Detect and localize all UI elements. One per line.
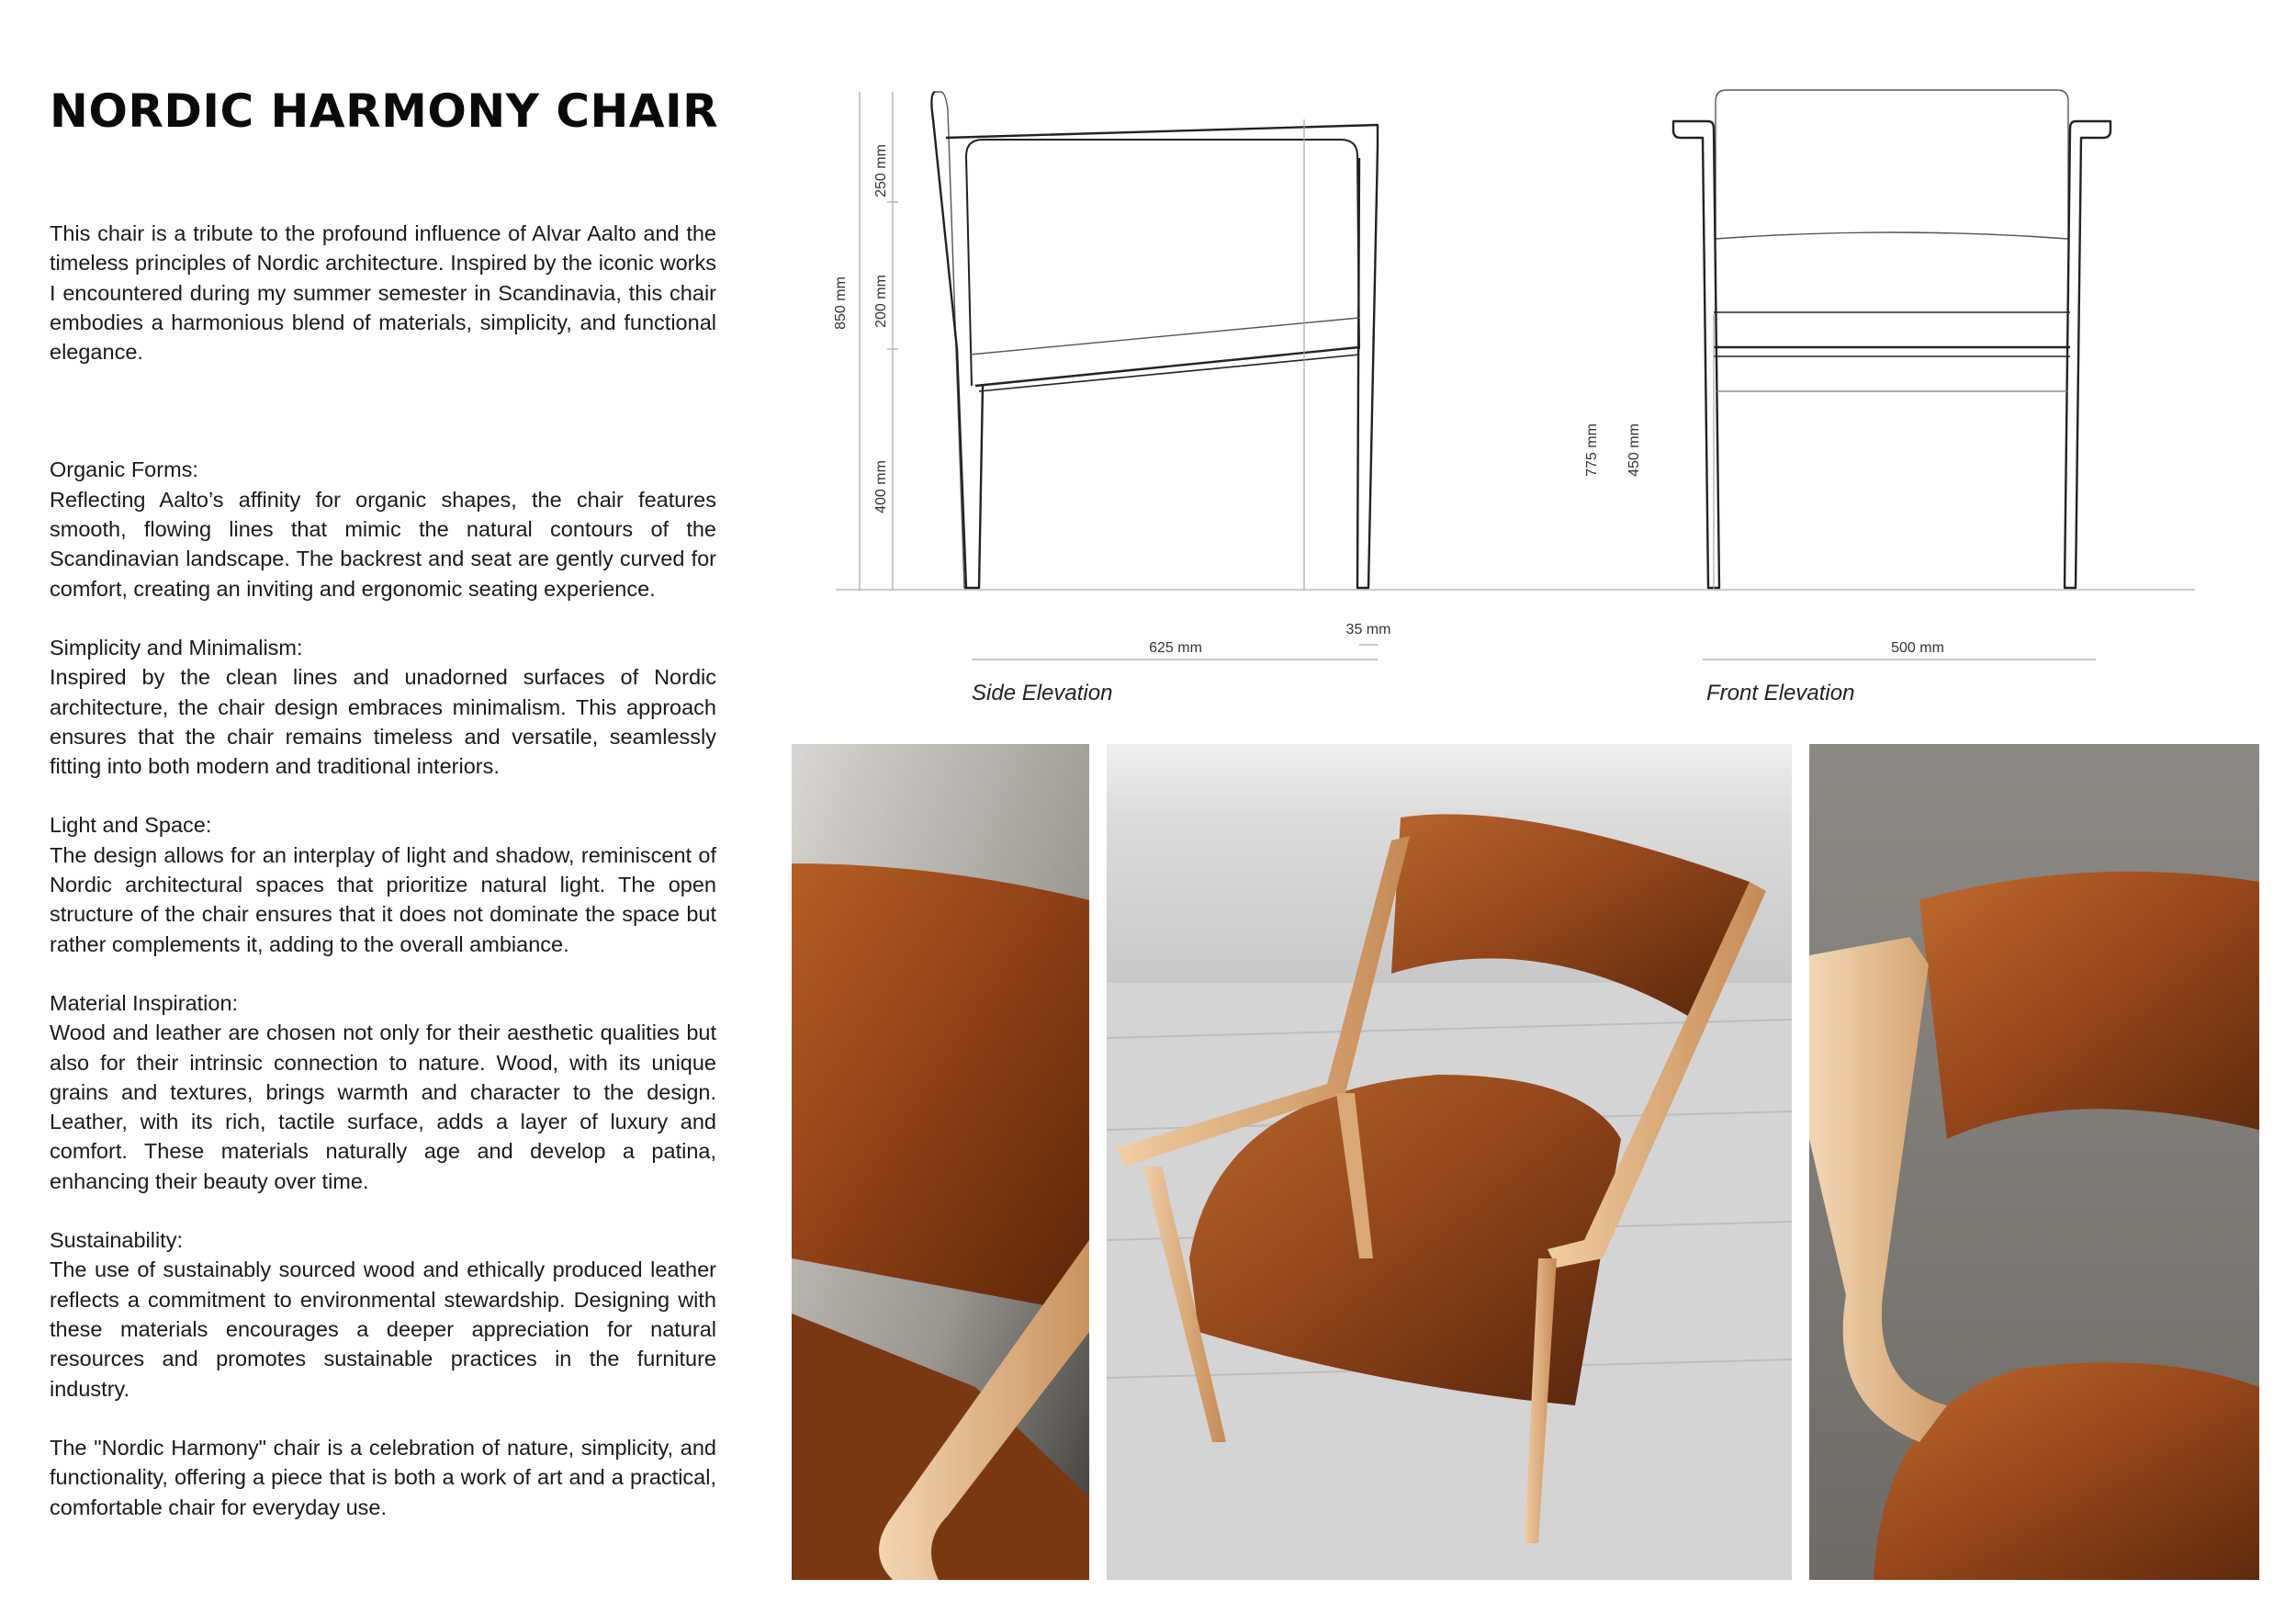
section-material (50, 988, 716, 1196)
front-elevation-caption: Front Elevation (1706, 681, 1855, 705)
dim-850: 850 mm (833, 276, 849, 330)
section-heading: Organic Forms: (50, 457, 198, 482)
section-heading: Material Inspiration: (50, 990, 239, 1015)
front-elevation-drawing (1673, 90, 2110, 588)
photo-closeup-left (792, 744, 1089, 1580)
section-body: Inspired by the clean lines and unadorned surfaces of Nordic architecture, the chair design embraces minimalism. This approach ensures that the chair remains timeless and versatile, seamlessly fitting into both modern and traditional interiors. (50, 665, 716, 779)
section-sustainability (50, 1225, 716, 1404)
dim-625: 625 mm (1149, 640, 1202, 656)
dim-35: 35 mm (1345, 622, 1391, 637)
section-body: The design allows for an interplay of light and shadow, reminiscent of Nordic architectural spaces that prioritize natural light. The open structure of the chair ensures that it does not dominate the space but rather complements it, adding to the overall ambiance. (50, 842, 716, 956)
section-heading: Sustainability: (50, 1228, 183, 1253)
section-body: Reflecting Aalto’s affinity for organic shapes, the chair features smooth, flowing lines that mimic the natural contours of the Scandinavian landscape. The backrest and seat are gently curved for comfort, creating an inviting and ergonomic seating experience. (50, 487, 716, 601)
dim-450: 450 mm (1626, 423, 1642, 477)
section-simplicity (50, 633, 716, 781)
dim-775: 775 mm (1584, 423, 1600, 477)
description-column (50, 219, 716, 1433)
section-organic-forms (50, 455, 716, 603)
section-light-space (50, 810, 716, 958)
photo-back-detail (1809, 744, 2259, 1580)
photo-full-chair (1107, 744, 1792, 1580)
dim-200: 200 mm (873, 275, 889, 328)
section-body: The use of sustainably sourced wood and ethically produced leather reflects a commitment to environmental stewardship. Designing with these materials encourages a deeper appreciation for natural resources and promotes sustainable practices in the furniture industry. (50, 1257, 716, 1401)
dim-500: 500 mm (1891, 640, 1944, 656)
page-title: NORDIC HARMONY CHAIR (50, 85, 719, 138)
intro-paragraph: This chair is a tribute to the profound influence of Alvar Aalto and the timeless principles of Nordic architecture. Inspired by the iconic works I encountered during my summer semester in Scandinavia, this chair embodies a harmonious blend of materials, simplicity, and functional elegance. (50, 221, 716, 365)
side-elevation-drawing (931, 92, 1378, 588)
section-heading: Simplicity and Minimalism: (50, 635, 303, 660)
section-heading: Light and Space: (50, 813, 212, 838)
section-body: Wood and leather are chosen not only for their aesthetic qualities but also for their intrinsic connection to nature. Wood, with its unique grains and textures, brings warmth and character to the design. Leather, with its rich, tactile surface, adds a layer of luxury and comfort. These materials naturally age and develop a patina, enhancing their beauty over time. (50, 1021, 716, 1193)
elevation-drawings (827, 83, 2223, 707)
side-elevation-caption: Side Elevation (972, 681, 1113, 705)
dim-400: 400 mm (873, 460, 889, 513)
dim-250: 250 mm (873, 144, 889, 197)
closing-paragraph: The "Nordic Harmony" chair is a celebration of nature, simplicity, and functionality, offering a piece that is both a work of art and a practical, comfortable chair for everyday use. (50, 1436, 716, 1519)
